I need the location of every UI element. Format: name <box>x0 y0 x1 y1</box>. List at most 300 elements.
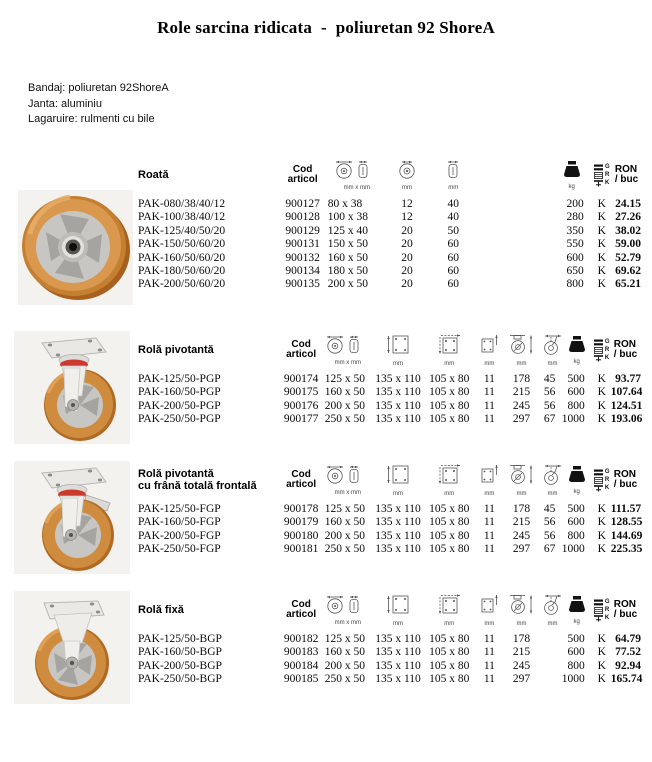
col-header-swivel-offset: mm <box>539 587 561 633</box>
spec-line-janta: Janta: aluminiu <box>28 97 102 110</box>
cell-kg: 800 <box>566 278 584 291</box>
col-header-load: kg <box>561 457 593 503</box>
bolt-pattern-icon <box>434 593 464 615</box>
cell-hub: 60 <box>447 278 459 291</box>
col-header-plate: mm <box>372 457 424 503</box>
cell-size: 200 x 50 <box>324 399 365 412</box>
col-header-cod-articol: Cod articol <box>286 468 317 490</box>
cell-hole: 11 <box>483 543 495 556</box>
cell-hub: 60 <box>447 251 459 264</box>
cell-kg: 280 <box>566 211 584 224</box>
section-title: Roată <box>138 168 169 181</box>
cell-price: 52.79 <box>615 251 641 264</box>
cell-bolt: 105 x 80 <box>429 633 470 645</box>
cell-size: 250 x 50 <box>324 673 365 686</box>
cell-price: 64.79 <box>615 633 641 645</box>
col-header-wheel-size: mm x mm <box>324 587 372 633</box>
cell-bearing: K <box>597 198 606 210</box>
cell-plate: 135 x 110 <box>375 386 421 399</box>
page-title: Role sarcina ridicata - poliuretan 92 ShoreA <box>157 18 495 37</box>
table-rola-pivotanta <box>138 327 646 427</box>
cell-name: PAK-250/50-BGP <box>138 673 222 686</box>
section-title: Rolă pivotantă cu frână totală frontală <box>138 467 257 492</box>
cell-name: PAK-100/38/40/12 <box>138 211 226 224</box>
cell-hole: 11 <box>483 386 495 399</box>
cell-bolt: 105 x 80 <box>429 673 470 686</box>
cell-cod: 900181 <box>283 543 319 556</box>
cell-size: 160 x 50 <box>327 251 368 264</box>
cell-bearing: K <box>597 386 606 399</box>
cell-price: 24.15 <box>615 198 641 210</box>
cell-cod: 900135 <box>285 278 320 291</box>
cell-bearing: K <box>597 238 606 251</box>
cell-bearing: K <box>597 399 606 412</box>
cell-spacer <box>479 225 551 238</box>
table-rola-fixa <box>138 587 646 687</box>
cell-bolt: 105 x 80 <box>429 386 470 399</box>
cell-price: 92.94 <box>615 659 641 672</box>
cell-price: 193.06 <box>610 413 643 426</box>
cell-hole: 11 <box>483 673 495 686</box>
cell-size: 200 x 50 <box>324 529 365 542</box>
col-spacer <box>479 152 551 198</box>
col-header-price: RON / buc <box>613 468 638 490</box>
cell-hub: 60 <box>447 265 459 278</box>
cell-kg: 350 <box>566 224 584 237</box>
cell-spacer <box>479 198 551 211</box>
cell-spacer <box>479 265 551 278</box>
cell-bolt: 105 x 80 <box>429 516 470 529</box>
cell-kg: 550 <box>566 238 584 251</box>
cell-height: 178 <box>512 503 531 515</box>
col-header-bore: mm <box>387 152 427 198</box>
col-header-bolt-pattern: mm <box>424 587 474 633</box>
cell-bearing: K <box>597 659 606 672</box>
table-header-row <box>138 587 646 633</box>
cell-price: 77.52 <box>615 646 641 659</box>
cell-kg: 600 <box>567 516 585 529</box>
cell-hub: 40 <box>447 198 459 210</box>
wheel-dimensions-icon <box>334 159 380 179</box>
cell-name: PAK-160/50-PGP <box>138 386 221 399</box>
cell-price: 111.57 <box>610 503 642 515</box>
col-header-bearing <box>592 152 612 198</box>
cell-size: 160 x 50 <box>324 516 365 529</box>
col-header-plate: mm <box>372 327 424 373</box>
table-row <box>138 633 646 646</box>
cell-kg: 650 <box>566 265 584 278</box>
cell-height: 245 <box>512 659 531 672</box>
section-title: Rolă fixă <box>138 603 184 616</box>
cell-name: PAK-160/50-BGP <box>138 646 222 659</box>
cell-hole: 11 <box>483 503 495 515</box>
table-row <box>138 413 646 426</box>
plain-bearing-icon <box>594 469 603 476</box>
cell-bolt: 105 x 80 <box>429 413 470 426</box>
cell-bearing: K <box>597 543 606 556</box>
cell-offset: 45 <box>543 373 556 385</box>
mounting-plate-icon <box>385 463 411 485</box>
cell-size: 180 x 50 <box>327 265 368 278</box>
cell-hub: 60 <box>447 238 459 251</box>
cell-height: 215 <box>512 386 531 399</box>
cell-plate: 135 x 110 <box>375 646 421 659</box>
col-header-bolt-hole: mm <box>474 327 504 373</box>
cell-bore: 20 <box>401 265 413 278</box>
cell-cod: 900185 <box>283 673 319 686</box>
cell-plate: 135 x 110 <box>375 413 421 426</box>
cell-plate: 135 x 110 <box>375 373 421 385</box>
table-row <box>138 673 646 686</box>
cell-plate: 135 x 110 <box>375 673 421 686</box>
cell-kg: 1000 <box>561 673 585 686</box>
cell-kg: 800 <box>567 659 585 672</box>
cell-bolt: 105 x 80 <box>429 529 470 542</box>
cell-size: 125 x 40 <box>327 224 368 237</box>
table-row <box>138 198 646 211</box>
cell-cod: 900184 <box>283 659 319 672</box>
roller-bearing-icon <box>594 477 603 484</box>
ball-bearing-icon <box>594 485 603 492</box>
bolt-pattern-icon <box>434 333 464 355</box>
section-title: Rolă pivotantă <box>138 343 214 356</box>
cell-bearing: K <box>597 373 606 385</box>
product-photo-swivel-caster-brake <box>14 461 130 579</box>
cell-bore: 20 <box>401 238 413 251</box>
cell-offset <box>539 633 561 646</box>
cell-name: PAK-200/50-BGP <box>138 659 222 672</box>
cell-spacer <box>479 238 551 251</box>
cell-price: 69.62 <box>615 265 641 278</box>
cell-bore: 20 <box>401 224 413 237</box>
table-row <box>138 530 646 543</box>
cell-kg: 1000 <box>561 413 585 426</box>
table-rola-pivotanta-frana <box>138 457 646 557</box>
cell-cod: 900132 <box>285 251 320 264</box>
cell-bearing: K <box>597 673 606 686</box>
table-row <box>138 252 646 265</box>
cell-price: 124.51 <box>610 399 643 412</box>
cell-bore: 12 <box>401 211 413 224</box>
cell-bore: 20 <box>401 278 413 291</box>
cell-spacer <box>479 252 551 265</box>
cell-offset <box>539 673 561 686</box>
cell-kg: 500 <box>567 503 585 515</box>
cell-plate: 135 x 110 <box>375 503 421 515</box>
cell-offset: 56 <box>543 399 556 412</box>
col-header-price: RON / buc <box>613 338 638 360</box>
cell-offset: 56 <box>543 386 556 399</box>
col-header-load: kg <box>552 152 592 198</box>
product-specs <box>28 81 169 128</box>
cell-kg: 800 <box>567 529 585 542</box>
cell-size: 100 x 38 <box>327 211 368 224</box>
cell-size: 160 x 50 <box>324 646 365 659</box>
cell-size: 80 x 38 <box>327 198 363 210</box>
cell-height: 245 <box>512 529 531 542</box>
cell-name: PAK-160/50/60/20 <box>138 251 226 264</box>
cell-bolt: 105 x 80 <box>429 659 470 672</box>
cell-name: PAK-125/40/50/20 <box>138 224 226 237</box>
col-header-swivel-offset: mm <box>539 327 561 373</box>
cell-cod: 900131 <box>285 238 320 251</box>
col-header-bolt-pattern: mm <box>424 457 474 503</box>
cell-cod: 900182 <box>283 633 319 645</box>
table-row <box>138 238 646 251</box>
cell-name: PAK-180/50/60/20 <box>138 265 226 278</box>
cell-price: 93.77 <box>615 373 641 385</box>
table-row <box>138 660 646 673</box>
col-header-price: RON / buc <box>613 598 638 620</box>
bore-diameter-icon <box>395 159 419 179</box>
table-row <box>138 373 646 386</box>
col-header-bolt-pattern: mm <box>424 327 474 373</box>
bearing-type-legend: G R K <box>594 599 610 622</box>
cell-spacer <box>479 278 551 291</box>
caster-height-icon <box>507 593 535 615</box>
cell-height: 215 <box>512 646 531 659</box>
col-header-cod-articol: Cod articol <box>286 598 317 620</box>
col-header-total-height: mm <box>504 587 538 633</box>
cell-size: 150 x 50 <box>327 238 368 251</box>
cell-offset <box>539 660 561 673</box>
cell-cod: 900175 <box>283 386 319 399</box>
col-header-bolt-hole: mm <box>474 457 504 503</box>
caster-height-icon <box>507 463 535 485</box>
col-header-bearing <box>593 587 611 633</box>
cell-hole: 11 <box>483 529 495 542</box>
cell-bore: 20 <box>401 251 413 264</box>
cell-cod: 900183 <box>283 646 319 659</box>
cell-plate: 135 x 110 <box>375 399 421 412</box>
cell-spacer <box>479 211 551 224</box>
cell-cod: 900134 <box>285 265 320 278</box>
cell-hole: 11 <box>483 413 495 426</box>
cell-hole: 11 <box>483 633 495 645</box>
cell-offset: 67 <box>543 413 556 426</box>
cell-cod: 900176 <box>283 399 319 412</box>
cell-kg: 500 <box>567 373 585 385</box>
mounting-plate-icon <box>385 593 411 615</box>
cell-price: 225.35 <box>610 543 643 556</box>
cell-name: PAK-125/50-FGP <box>138 503 221 515</box>
table-row <box>138 503 646 516</box>
table-row <box>138 265 646 278</box>
cell-hub: 40 <box>447 211 459 224</box>
table-row <box>138 516 646 529</box>
roller-bearing-icon <box>594 607 603 614</box>
ball-bearing-icon <box>594 355 603 362</box>
cell-bearing: K <box>597 265 606 278</box>
cell-kg: 800 <box>567 399 585 412</box>
cell-cod: 900177 <box>283 413 319 426</box>
col-header-bearing <box>593 327 611 373</box>
spec-line-lagaruire: Lagaruire: rulmenti cu bile <box>28 113 155 125</box>
col-header-load: kg <box>561 587 593 633</box>
cell-size: 125 x 50 <box>324 503 365 515</box>
load-capacity-icon <box>561 160 583 178</box>
col-header-price: RON / buc <box>614 163 639 185</box>
cell-bearing: K <box>597 633 606 645</box>
cell-offset: 45 <box>543 503 556 515</box>
swivel-offset-icon <box>539 333 561 355</box>
table-header-row <box>138 152 646 198</box>
spec-line-bandaj: Bandaj: poliuretan 92ShoreA <box>28 82 169 94</box>
bolt-pattern-icon <box>434 463 464 485</box>
table-row <box>138 400 646 413</box>
cell-cod: 900128 <box>285 211 320 224</box>
cell-cod: 900127 <box>285 198 320 210</box>
caster-height-icon <box>507 333 535 355</box>
col-header-total-height: mm <box>504 457 538 503</box>
cell-price: 165.74 <box>610 673 643 686</box>
cell-bearing: K <box>597 224 606 237</box>
cell-bearing: K <box>597 413 606 426</box>
cell-hole: 11 <box>483 516 495 529</box>
bolt-hole-icon <box>478 463 500 485</box>
section-rola-fixa <box>0 587 652 762</box>
table-roata <box>138 152 646 292</box>
bearing-type-legend: G R K <box>594 469 610 492</box>
cell-plate: 135 x 110 <box>375 659 421 672</box>
cell-offset: 67 <box>543 543 556 556</box>
col-header-cod-articol: Cod articol <box>286 338 317 360</box>
hub-length-icon <box>441 159 465 179</box>
cell-price: 65.21 <box>615 278 641 291</box>
col-header-wheel-size: mm x mm <box>324 457 372 503</box>
col-header-wheel-size: mm x mm <box>324 327 372 373</box>
cell-bearing: K <box>597 516 606 529</box>
col-header-bearing <box>593 457 611 503</box>
cell-height: 297 <box>512 543 531 556</box>
col-header-wheel-size: mm x mm <box>327 152 387 198</box>
cell-plate: 135 x 110 <box>375 516 421 529</box>
cell-kg: 500 <box>567 633 585 645</box>
cell-bearing: K <box>597 646 606 659</box>
cell-bolt: 105 x 80 <box>429 373 470 385</box>
section-roata <box>0 152 652 327</box>
table-row <box>138 386 646 399</box>
cell-name: PAK-200/50/60/20 <box>138 278 226 291</box>
roller-bearing-icon <box>594 347 603 354</box>
bolt-hole-icon <box>478 593 500 615</box>
cell-kg: 1000 <box>561 543 585 556</box>
swivel-offset-icon <box>539 593 561 615</box>
ball-bearing-icon <box>594 180 603 187</box>
table-row <box>138 225 646 238</box>
cell-offset: 56 <box>543 516 556 529</box>
cell-bearing: K <box>597 503 606 515</box>
col-header-swivel-offset: mm <box>539 457 561 503</box>
cell-plate: 135 x 110 <box>375 529 421 542</box>
cell-height: 245 <box>512 399 531 412</box>
table-row <box>138 278 646 291</box>
cell-bolt: 105 x 80 <box>429 543 470 556</box>
col-header-plate: mm <box>372 587 424 633</box>
cell-bolt: 105 x 80 <box>429 646 470 659</box>
cell-height: 215 <box>512 516 531 529</box>
swivel-offset-icon <box>539 463 561 485</box>
product-photo-swivel-caster <box>14 331 130 449</box>
roller-bearing-icon <box>594 172 603 179</box>
cell-price: 59.00 <box>615 238 641 251</box>
cell-name: PAK-200/50-PGP <box>138 399 221 412</box>
cell-name: PAK-125/50-BGP <box>138 633 222 645</box>
cell-cod: 900178 <box>283 503 319 515</box>
cell-price: 144.69 <box>610 529 643 542</box>
cell-size: 125 x 50 <box>324 633 365 645</box>
mounting-plate-icon <box>385 333 411 355</box>
cell-price: 38.02 <box>615 224 641 237</box>
cell-size: 200 x 50 <box>324 659 365 672</box>
cell-kg: 600 <box>567 646 585 659</box>
col-header-cod-articol: Cod articol <box>287 163 318 185</box>
table-row <box>138 211 646 224</box>
cell-price: 27.26 <box>615 211 641 224</box>
cell-size: 250 x 50 <box>324 413 365 426</box>
table-row <box>138 646 646 659</box>
cell-hole: 11 <box>483 399 495 412</box>
cell-bolt: 105 x 80 <box>429 399 470 412</box>
bolt-hole-icon <box>478 333 500 355</box>
plain-bearing-icon <box>594 164 603 171</box>
load-capacity-icon <box>566 335 588 353</box>
cell-cod: 900174 <box>283 373 319 385</box>
wheel-dimensions-icon <box>325 334 371 354</box>
cell-plate: 135 x 110 <box>375 633 421 645</box>
cell-cod: 900179 <box>283 516 319 529</box>
cell-cod: 900129 <box>285 224 320 237</box>
cell-bearing: K <box>597 211 606 224</box>
col-header-total-height: mm <box>504 327 538 373</box>
cell-size: 250 x 50 <box>324 543 365 556</box>
wheel-dimensions-icon <box>325 594 371 614</box>
cell-height: 297 <box>512 413 531 426</box>
cell-name: PAK-160/50-FGP <box>138 516 221 529</box>
table-header-row <box>138 327 646 373</box>
product-photo-fixed-caster <box>14 591 130 709</box>
cell-plate: 135 x 110 <box>375 543 421 556</box>
cell-name: PAK-150/50/60/20 <box>138 238 226 251</box>
cell-bearing: K <box>597 251 606 264</box>
table-row <box>138 543 646 556</box>
col-header-load: kg <box>561 327 593 373</box>
cell-name: PAK-080/38/40/12 <box>138 198 226 210</box>
ball-bearing-icon <box>594 615 603 622</box>
cell-kg: 200 <box>566 198 584 210</box>
cell-name: PAK-250/50-PGP <box>138 413 221 426</box>
cell-price: 107.64 <box>610 386 643 399</box>
wheel-dimensions-icon <box>325 464 371 484</box>
bearing-type-legend: G R K <box>594 164 610 187</box>
cell-bearing: K <box>597 278 606 291</box>
cell-height: 178 <box>512 633 531 645</box>
cell-height: 178 <box>512 373 531 385</box>
load-capacity-icon <box>566 595 588 613</box>
cell-name: PAK-200/50-FGP <box>138 529 221 542</box>
cell-bore: 12 <box>401 198 413 210</box>
cell-hole: 11 <box>483 373 495 385</box>
cell-cod: 900180 <box>283 529 319 542</box>
cell-offset: 56 <box>543 529 556 542</box>
cell-price: 128.55 <box>610 516 643 529</box>
cell-name: PAK-125/50-PGP <box>138 373 221 385</box>
bearing-type-legend: G R K <box>594 339 610 362</box>
col-header-hub: mm <box>427 152 479 198</box>
cell-hub: 50 <box>447 224 459 237</box>
cell-bolt: 105 x 80 <box>429 503 470 515</box>
col-header-bolt-hole: mm <box>474 587 504 633</box>
